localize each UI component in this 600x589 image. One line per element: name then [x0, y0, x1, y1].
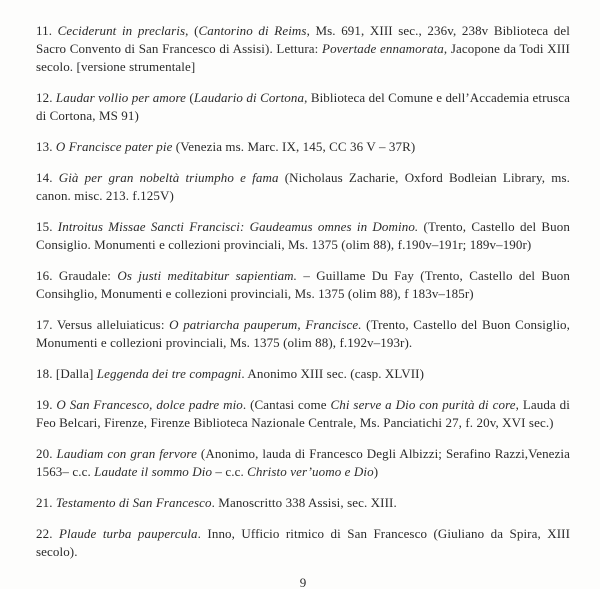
- entry-title-italic: Laudiam con gran fervore: [56, 446, 197, 461]
- entry-text: (Trento, Castello del Buon Consiglio. Monumenti e collezioni provinciali, Ms. 1375 (olim 88), f.190v–191r; 189v–190r): [36, 219, 570, 252]
- entry-title-italic: Povertade ennamorata: [322, 41, 444, 56]
- list-item: [36, 267, 570, 303]
- list-item: [36, 89, 570, 125]
- page-number: 9: [299, 575, 307, 589]
- entry-title-italic: Cantorino di Reims: [198, 23, 307, 38]
- bibliography-list: [36, 22, 570, 561]
- entry-text: , Jacopone da Todi XIII secolo. [versione strumentale]: [36, 41, 570, 74]
- entry-text: – Guillame Du Fay (Trento, Castello del Buon Consihglio, Monumenti e collezioni provinciali, Ms. 1375 (olim 88), f 183v–185r): [36, 268, 570, 301]
- entry-text: (Nicholaus Zacharie, Oxford Bodleian Library, ms. canon. misc. 213. f.125V): [36, 170, 570, 203]
- entry-text: (Trento, Castello del Buon Consiglio, Monumenti e collezioni provinciali, Ms. 1375 (olim 88), f.192v–193r).: [36, 317, 570, 350]
- entry-text: (Venezia ms. Marc. IX, 145, CC 36 V – 37R): [172, 139, 416, 154]
- entry-text: , (: [185, 23, 199, 38]
- list-item: [36, 316, 570, 352]
- entry-text: 21.: [36, 495, 56, 510]
- entry-title-italic: O patriarcha pauperum, Francisce.: [169, 317, 362, 332]
- entry-text: 12.: [36, 90, 56, 105]
- entry-text: 13.: [36, 139, 56, 154]
- entry-title-italic: Introitus Missae Sancti Francisci: Gaudeamus omnes in Domino.: [57, 219, 419, 234]
- entry-text: 18. [Dalla]: [36, 366, 97, 381]
- entry-text: ): [373, 464, 379, 479]
- entry-title-italic: O Francisce pater pie: [55, 139, 173, 154]
- entry-text: . Inno, Ufficio ritmico di San Francesco (Giuliano da Spira, XIII secolo).: [36, 526, 571, 559]
- entry-text: 16. Graudale:: [36, 268, 118, 283]
- entry-text: 17. Versus alleluiaticus:: [36, 317, 170, 332]
- list-item: [36, 22, 570, 76]
- list-item: [36, 218, 570, 254]
- entry-text: (: [186, 90, 194, 105]
- entry-title-italic: Laudario di Cortona: [193, 90, 305, 105]
- entry-text: 20.: [36, 446, 57, 461]
- entry-title-italic: Già per gran nobeltà triumpho e fama: [58, 170, 279, 185]
- entry-text: . Manoscritto 338 Assisi, sec. XIII.: [211, 495, 397, 510]
- list-item: [36, 494, 570, 512]
- list-item: [36, 525, 570, 561]
- entry-title-italic: Os justi meditabitur sapientiam.: [117, 268, 298, 283]
- entry-title-italic: Laudar vollio per amore: [55, 90, 186, 105]
- entry-text: . Anonimo XIII sec. (casp. XLVII): [241, 366, 425, 381]
- entry-text: . (Cantasi come: [242, 397, 331, 412]
- entry-text: 15.: [36, 219, 58, 234]
- list-item: [36, 138, 570, 156]
- entry-title-italic: Chi serve a Dio con purità di core: [330, 397, 516, 412]
- entry-text: 14.: [36, 170, 59, 185]
- entry-title-italic: Laudate il sommo Dio: [94, 464, 213, 479]
- entry-text: , Biblioteca del Comune e dell’Accademia etrusca di Cortona, MS 91): [36, 90, 571, 123]
- entry-title-italic: O San Francesco, dolce padre mio: [56, 397, 243, 412]
- entry-text: – c.c.: [212, 464, 248, 479]
- entry-text: 11.: [36, 23, 58, 38]
- list-item: [36, 365, 570, 383]
- entry-title-italic: Ceciderunt in preclaris: [57, 23, 186, 38]
- entry-text: , Ms. 691, XIII sec., 236v, 238v Biblioteca del Sacro Convento di San Francesco di Assisi). Lettura:: [36, 23, 570, 56]
- entry-title-italic: Christo ver’uomo e Dio: [247, 464, 374, 479]
- entry-text: (Anonimo, lauda di Francesco Degli Albizzi; Serafino Razzi,Venezia 1563– c.c.: [36, 446, 570, 479]
- list-item: [36, 445, 570, 481]
- entry-title-italic: Leggenda dei tre compagni: [96, 366, 242, 381]
- list-item: [36, 169, 570, 205]
- entry-text: 22.: [36, 526, 59, 541]
- entry-title-italic: Testamento di San Francesco: [55, 495, 212, 510]
- list-item: [36, 396, 570, 432]
- entry-text: 19.: [36, 397, 57, 412]
- entry-title-italic: Plaude turba paupercula: [58, 526, 198, 541]
- entry-text: , Lauda di Feo Belcari, Firenze, Firenze Biblioteca Nazionale Centrale, Ms. Panciatichi 27, f. 20v, XVI sec.): [36, 397, 570, 430]
